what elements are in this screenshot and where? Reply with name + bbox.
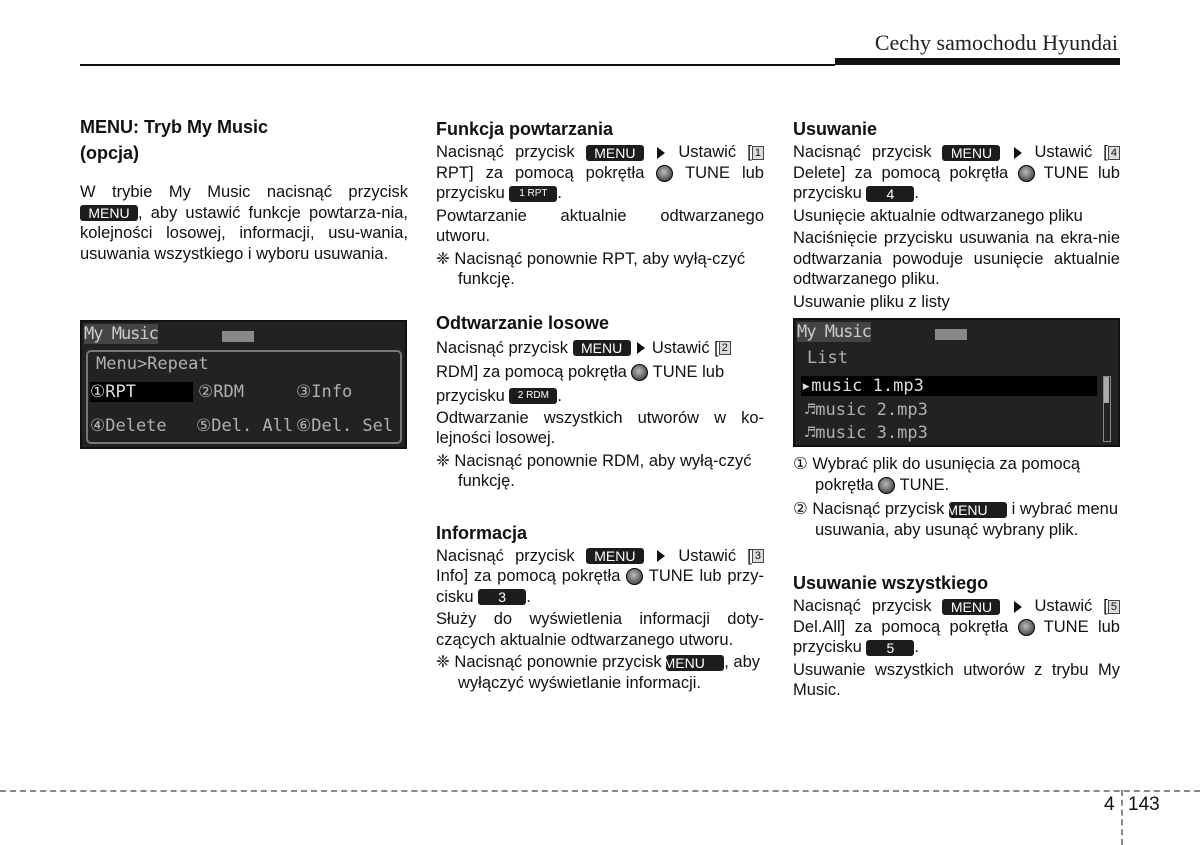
delete-desc-2: Naciśnięcie przycisku usuwania na ekra-nie odtwarzania powoduje usunięcie aktualnie odtwarzanego pliku. [793,229,1120,288]
menu-button-icon: MENU [573,340,631,356]
tune-knob-icon [1018,619,1035,636]
arrow-right-icon [1014,601,1022,613]
arrow-right-icon [637,342,645,354]
lcd-tag: My Music [797,322,871,342]
lcd-menu-item: ③Info [296,382,353,402]
info-desc: Służy do wyświetlenia informacji doty-czących aktualnie odtwarzanego utworu. [436,610,764,649]
delete-desc: Usunięcie aktualnie odtwarzanego pliku [793,206,1083,225]
tune-knob-icon [626,568,643,585]
column-3 [793,116,1120,312]
lcd-menu-item: ⑤Del. All [196,416,294,436]
rdm-button-icon: 2 RDM [509,388,557,404]
footer-rule [0,790,1200,792]
random-heading: Odtwarzanie losowe [436,312,610,333]
footer-divider [1121,790,1123,845]
step-1: ① Wybrać plik do usunięcia za pomocą pokrętła TUNE. [793,455,1081,494]
repeat-instructions: Nacisnąć przycisk MENU Ustawić [ 1RPT] za pomocą pokrętła TUNE lub przycisku 1 RPT . [436,143,764,202]
arrow-right-icon [1014,147,1022,159]
delall-desc: Usuwanie wszystkich utworów z trybu My Music. [793,660,1120,699]
column-1 [80,114,408,264]
lcd-list-item: ♬music 2.mp3 [805,400,928,420]
tune-knob-icon [656,165,673,182]
header-title: Cechy samochodu Hyundai [874,30,1118,55]
column-2 [436,116,764,693]
lcd-list-item: ♬music 3.mp3 [805,423,928,443]
section-heading-sub: (opcja) [80,143,140,163]
button-3-icon: 3 [478,589,526,605]
tune-knob-icon [1018,165,1035,182]
chapter-number: 4 [1104,794,1115,815]
delete-heading: Usuwanie [793,119,878,139]
menu-button-icon: MENU [586,548,644,564]
info-instructions: Nacisnąć przycisk MENU Ustawić [ 3 Info] za pomocą pokrętła TUNE lub przy-cisku 3 . [436,546,764,606]
delete-instructions: Nacisnąć przycisk MENU Ustawić [ 4 Delete] za pomocą pokrętła TUNE lub przycisku 4 . [793,143,1120,202]
lcd-list-item: ▸music 1.mp3 [801,376,1097,396]
column-3-lower [793,454,1120,701]
repeat-heading: Funkcja powtarzania [436,119,614,139]
random-note: ❈ Nacisnąć ponownie RDM, aby wyłą-czyć funkcję. [436,451,752,490]
battery-icon [935,329,967,340]
lcd-menu-item: ④Delete [90,416,167,436]
menu-button-icon: MENU [942,599,1000,615]
repeat-desc: Powtarzanie aktualnie odtwarzanego utworu. [436,206,764,245]
lcd-menu-title: Menu>Repeat [96,354,209,374]
header-rule-thick [835,58,1120,65]
tune-knob-icon [631,364,648,381]
lcd-menu-item: ②RDM [198,382,244,402]
lcd-menu-item: ①RPT [90,382,193,402]
lcd-tag: My Music [84,324,158,344]
menu-button-icon: MENU [949,502,1007,518]
scrollbar-thumb [1104,377,1109,403]
info-note: ❈ Nacisnąć ponownie przycisk MENU , aby wyłączyć wyświetlanie informacji. [436,653,761,692]
tune-knob-icon [878,477,895,494]
arrow-right-icon [657,147,665,159]
section-heading: MENU: Tryb My Music [80,117,269,137]
delall-instructions: Nacisnąć przycisk MENU Ustawić [ 5 Del.All] za pomocą pokrętła TUNE lub przycisku 5 . [793,597,1120,656]
menu-button-icon: MENU [586,145,644,161]
lcd-menu-item: ⑥Del. Sel [296,416,394,436]
repeat-note: ❈ Nacisnąć ponownie RPT, aby wyłą-czyć funkcję. [436,249,746,288]
lcd-screen-list [793,318,1120,447]
key-4-icon: 4 [1108,146,1120,160]
lcd-screen-menu [80,320,407,449]
intro-paragraph: W trybie My Music nacisnąć przycisk MENU , aby ustawić funkcje powtarza-nia, kolejności losowej, informacji, usu-wania, usuwania wszystkiego i wyboru usuwania. [80,183,408,263]
battery-icon [222,331,254,342]
key-2-icon: 2 [719,341,731,355]
key-5-icon: 5 [1108,600,1120,614]
step-2: ② Nacisnąć przycisk MENU i wybrać menu usuwania, aby usunąć wybrany plik. [793,500,1118,539]
random-desc: Odtwarzanie wszystkich utworów w ko-lejności losowej. [436,408,764,447]
button-5-icon: 5 [866,640,914,656]
random-instructions: Nacisnąć przycisk MENU Ustawić [ 2 RDM] za pomocą pokrętła TUNE lub przycisku 2 RDM . [436,336,764,408]
page-number: 143 [1128,794,1160,815]
rpt-button-icon: 1 RPT [509,186,557,202]
menu-button-icon: MENU [666,655,724,671]
menu-button-icon: MENU [942,145,1000,161]
key-3-icon: 3 [752,549,764,563]
button-4-icon: 4 [866,186,914,202]
delall-heading: Usuwanie wszystkiego [793,573,989,593]
delete-from-list: Usuwanie pliku z listy [793,292,950,311]
info-heading: Informacja [436,522,528,543]
header-rule [80,64,835,66]
lcd-list-title: List [807,348,848,368]
arrow-right-icon [657,550,665,562]
key-1-icon: 1 [752,146,764,160]
menu-button-icon: MENU [80,205,138,221]
